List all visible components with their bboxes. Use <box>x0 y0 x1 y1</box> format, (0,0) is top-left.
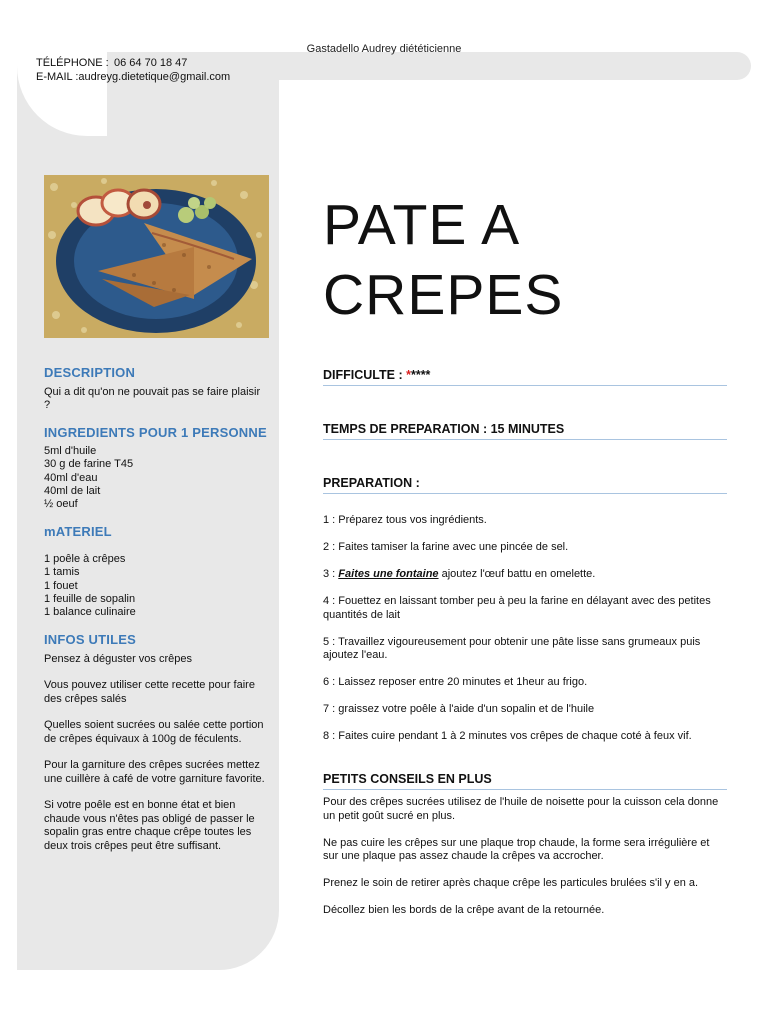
email-label: E-MAIL : <box>36 71 79 83</box>
difficulty-row <box>323 368 727 386</box>
phone-value: 06 64 70 18 47 <box>114 57 188 69</box>
tip-item: Ne pas cuire les crêpes sur une plaque trop chaude, la forme sera irrégulière et sur une plaque pas assez chaude la crêpes va accrocher. <box>323 836 710 862</box>
ingredient-item: 40ml de lait <box>44 484 101 497</box>
materiel-item: 1 balance culinaire <box>44 606 136 619</box>
preparation-heading: PREPARATION : <box>323 476 420 490</box>
tip-item: Décollez bien les bords de la crêpe avant de la retournée. <box>323 904 605 916</box>
contact-block <box>36 56 230 84</box>
sidebar-content <box>44 366 269 866</box>
materiel-item: 1 tamis <box>44 566 80 579</box>
preparation-steps <box>323 514 727 757</box>
step3-prefix: 3 : <box>323 568 339 580</box>
step3-emphasis: Faites une fontaine <box>338 568 439 580</box>
prep-time-label: TEMPS DE PREPARATION : 15 MINUTES <box>323 422 565 436</box>
difficulty-star-red: * <box>406 368 411 382</box>
step3-rest: ajoutez l'œuf battu en omelette. <box>438 568 596 580</box>
step-item: 4 : Fouettez en laissant tomber peu à peu la farine en délayant avec des petites quantités de lait <box>323 595 711 621</box>
ingredient-item: 5ml d'huile <box>44 445 97 457</box>
email-value: audreyg.dietetique@gmail.com <box>78 71 231 83</box>
tip-item: Prenez le soin de retirer après chaque crêpe les particules brulées s'il y en a. <box>323 877 699 889</box>
materiel-item: 1 poêle à crêpes <box>44 552 126 565</box>
preparation-heading-row <box>323 476 727 494</box>
recipe-title-line2: CREPES <box>323 263 564 327</box>
email-line <box>36 70 230 84</box>
phone-label: TÉLÉPHONE : <box>36 57 109 69</box>
infos-paragraph: Pour la garniture des crêpes sucrées mettez une cuillère à café de votre garniture favorite. <box>44 759 265 785</box>
recipe-title-line1: PATE A <box>323 193 521 257</box>
materiel-list <box>44 553 269 619</box>
step-item: 7 : graissez votre poêle à l'aide d'un sopalin et de l'huile <box>323 703 595 715</box>
materiel-section <box>44 525 269 619</box>
infos-paragraph: Si votre poêle est en bonne état et bien chaude vous n'êtes pas obligé de passer le sopalin gras entre chaque crêpe toutes les deux trois crêpes peut être suffisant. <box>44 799 255 852</box>
step-item-3 <box>323 568 727 582</box>
step-item: 6 : Laissez reposer entre 20 minutes et 1heur au frigo. <box>323 676 588 688</box>
description-text: Qui a dit qu'on ne pouvait pas se faire plaisir ? <box>44 385 261 411</box>
difficulty-label: DIFFICULTE : <box>323 368 407 382</box>
ingredient-item: 30 g de farine T45 <box>44 458 134 471</box>
infos-section <box>44 633 269 853</box>
prep-time-row <box>323 422 727 440</box>
ingredient-item: ½ oeuf <box>44 498 78 511</box>
tips-list <box>323 796 727 931</box>
tip-item: Pour des crêpes sucrées utilisez de l'huile de noisette pour la cuisson cela donne un petit goût sucré en plus. <box>323 796 719 822</box>
ingredients-heading: INGREDIENTS POUR 1 PERSONNE <box>44 424 267 440</box>
crepes-photo-illustration <box>44 175 269 338</box>
ingredient-item: 40ml d'eau <box>44 471 98 484</box>
ingredients-section <box>44 426 269 512</box>
infos-paragraph: Pensez à déguster vos crêpes <box>44 652 192 665</box>
tips-heading: PETITS CONSEILS EN PLUS <box>323 772 492 786</box>
step-item: 1 : Préparez tous vos ingrédients. <box>323 514 487 526</box>
ingredients-list <box>44 445 269 511</box>
infos-heading: INFOS UTILES <box>44 632 136 648</box>
recipe-title <box>323 190 563 330</box>
step-item: 8 : Faites cuire pendant 1 à 2 minutes vos crêpes de chaque coté à feux vif. <box>323 730 692 742</box>
infos-paragraph: Vous pouvez utiliser cette recette pour faire des crêpes salés <box>44 679 255 705</box>
infos-paragraph: Quelles soient sucrées ou salée cette portion de crêpes équivaux à 100g de féculents. <box>44 719 264 745</box>
step-item: 5 : Travaillez vigoureusement pour obtenir une pâte lisse sans grumeaux puis ajoutez l'eau. <box>323 635 701 661</box>
difficulty-stars: **** <box>410 368 431 382</box>
crepes-photo <box>44 175 269 338</box>
materiel-item: 1 fouet <box>44 579 78 592</box>
materiel-heading: mATERIEL <box>44 524 112 540</box>
tips-heading-row <box>323 772 727 790</box>
step-item: 2 : Faites tamiser la farine avec une pincée de sel. <box>323 541 569 553</box>
phone-line <box>36 56 230 70</box>
description-heading: DESCRIPTION <box>44 365 136 380</box>
materiel-item: 1 feuille de sopalin <box>44 592 136 605</box>
author-name: Gastadello Audrey diététicienne <box>306 43 462 55</box>
description-section <box>44 366 269 413</box>
